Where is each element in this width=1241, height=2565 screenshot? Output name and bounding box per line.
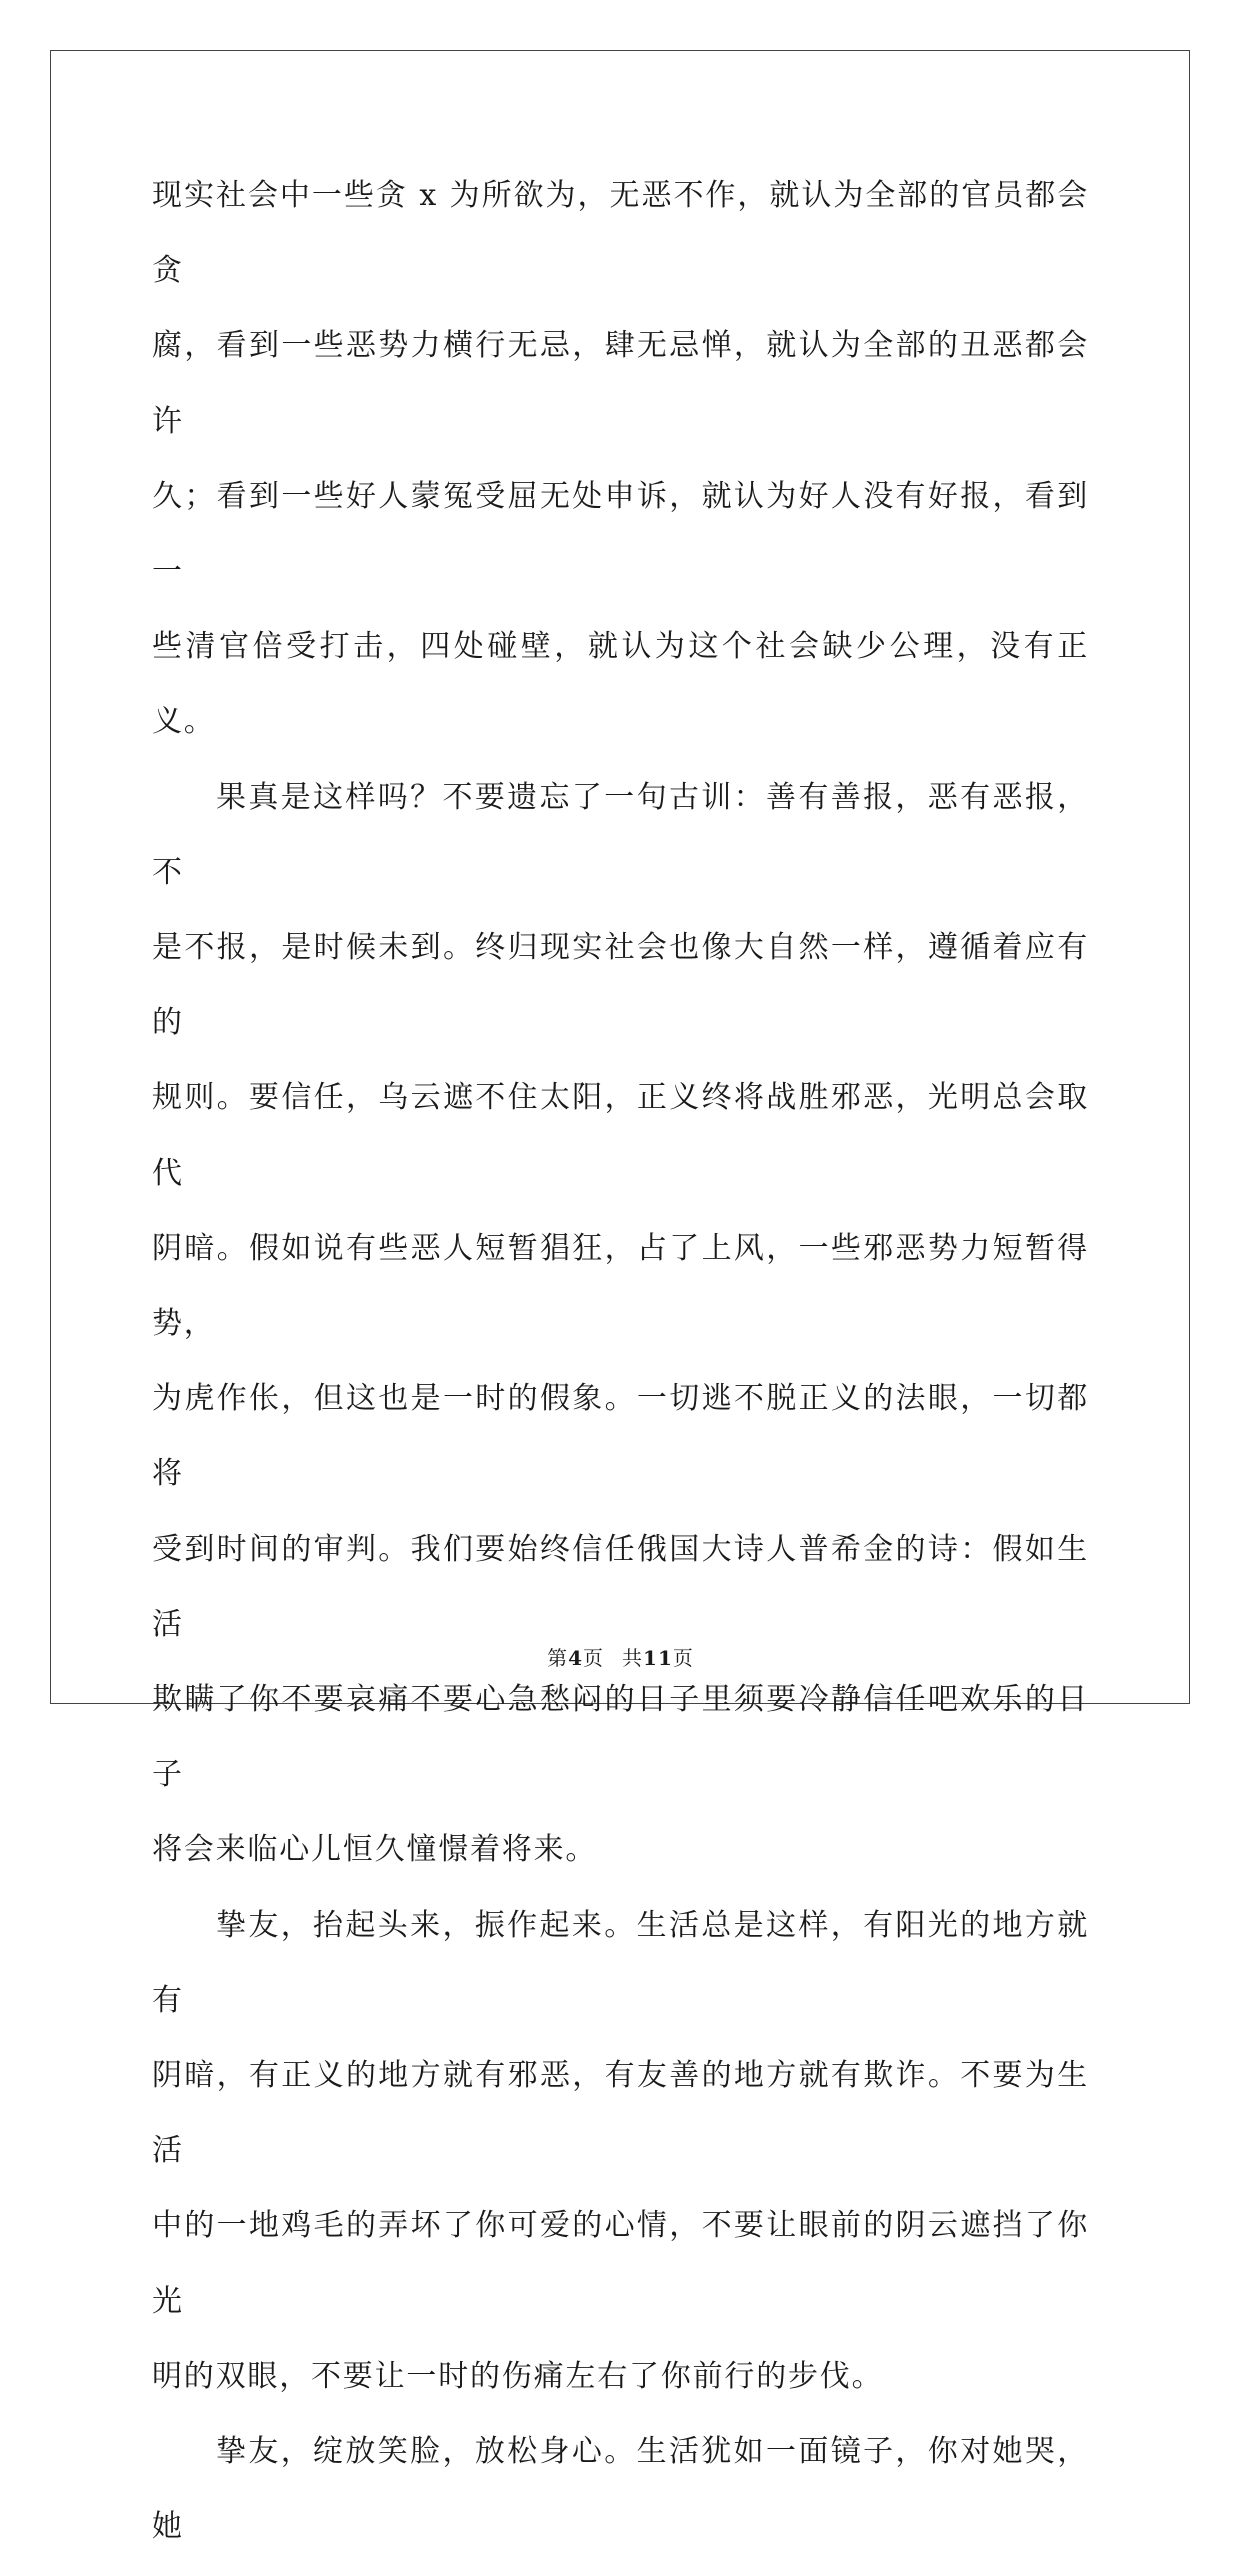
footer-total-suffix: 页: [672, 1646, 694, 1670]
text-line: 欺瞒了你不要哀痛不要心急愁闷的日子里须要冷静信任吧欢乐的日子: [152, 1682, 1089, 1793]
text-line: 受到时间的审判。我们要始终信任俄国大诗人普希金的诗：假如生活: [152, 1531, 1089, 1642]
text-line: 挚友，绽放笑脸，放松身心。生活犹如一面镜子，你对她哭，她: [152, 2434, 1089, 2545]
text-line: 阴暗，有正义的地方就有邪恶，有友善的地方就有欺诈。不要为生活: [152, 2058, 1089, 2169]
text-line: 是不报，是时候未到。终归现实社会也像大自然一样，遵循着应有的: [152, 930, 1089, 1041]
text-line: 些清官倍受打击，四处碰壁，就认为这个社会缺少公理，没有正义。: [152, 629, 1089, 740]
paragraph-1: [152, 158, 1089, 760]
text-line: 阴暗。假如说有些恶人短暂猖狂，占了上风，一些邪恶势力短暂得势，: [152, 1230, 1089, 1342]
document-body: [152, 158, 1089, 2565]
total-pages: 11: [643, 1646, 673, 1670]
paragraph-4: [152, 2414, 1089, 2564]
paragraph-3: [152, 1888, 1089, 2414]
page-number: 4: [568, 1646, 584, 1670]
text-line: 腐，看到一些恶势力横行无忌，肆无忌惮，就认为全部的丑恶都会许: [152, 328, 1089, 439]
text-line: 中的一地鸡毛的弄坏了你可爱的心情，不要让眼前的阴云遮挡了你光: [152, 2208, 1089, 2319]
text-line: 为虎作伥，但这也是一时的假象。一切逃不脱正义的法眼，一切都将: [152, 1381, 1089, 1492]
footer-total-prefix: 共: [622, 1646, 644, 1670]
text-line: 现实社会中一些贪 x 为所欲为，无恶不作，就认为全部的官员都会贪: [152, 178, 1089, 289]
footer-prefix: 第: [547, 1646, 569, 1670]
text-line: 挚友，抬起头来，振作起来。生活总是这样，有阳光的地方就有: [152, 1907, 1089, 2018]
page-footer: [0, 1642, 1241, 1671]
text-line: 久；看到一些好人蒙冤受屈无处申诉，就认为好人没有好报，看到一: [152, 478, 1089, 590]
paragraph-2: [152, 760, 1089, 1888]
text-line: 果真是这样吗？不要遗忘了一句古训：善有善报，恶有恶报，不: [152, 779, 1089, 890]
footer-page-suffix: 页: [583, 1646, 605, 1670]
text-line: 明的双眼，不要让一时的伤痛左右了你前行的步伐。: [152, 2358, 884, 2394]
text-line: 将会来临心儿恒久憧憬着将来。: [152, 1832, 598, 1868]
text-line: 规则。要信任，乌云遮不住太阳，正义终将战胜邪恶，光明总会取代: [152, 1080, 1089, 1191]
